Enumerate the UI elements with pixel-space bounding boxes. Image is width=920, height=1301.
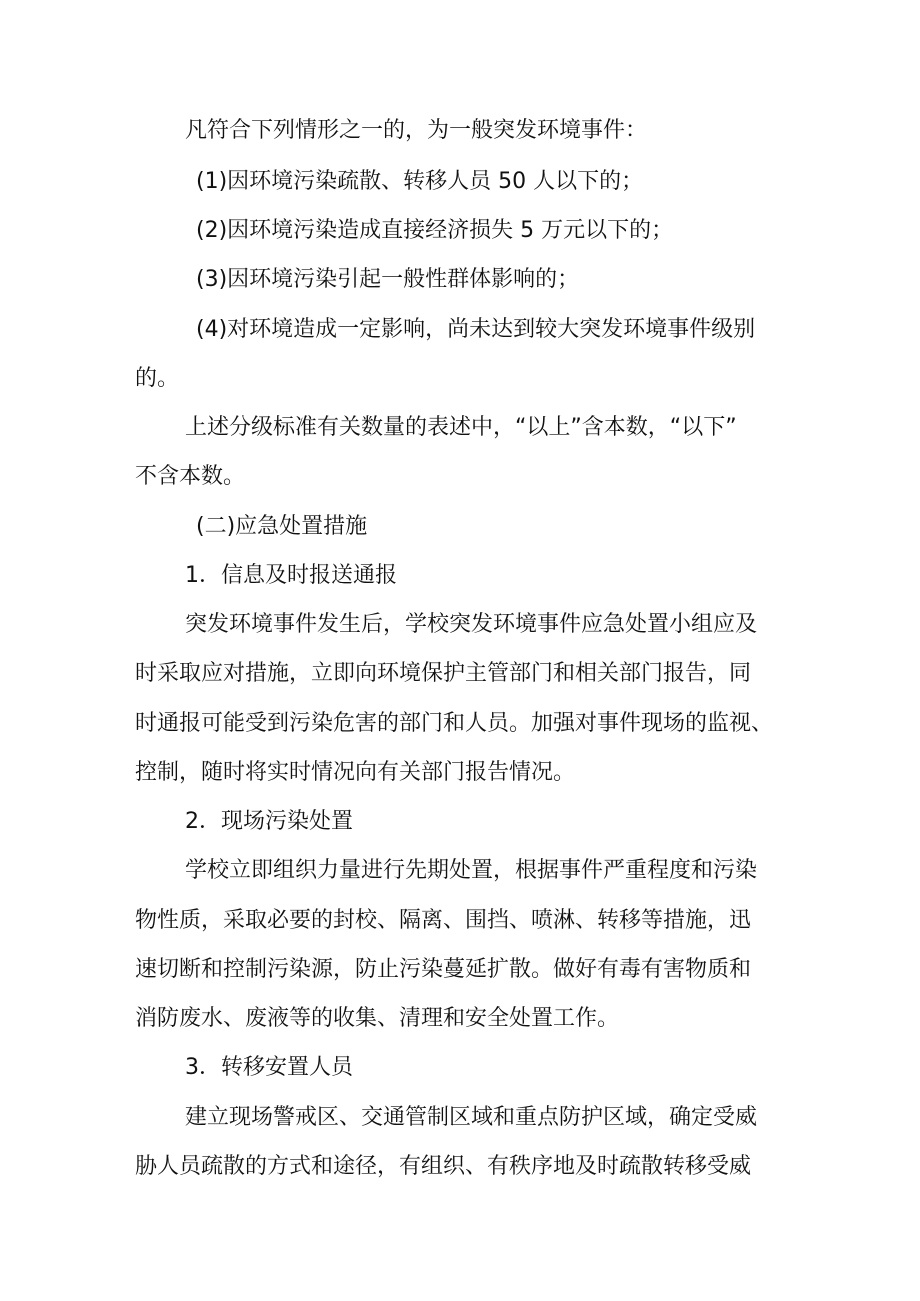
subsection-3-heading: 3．转移安置人员 <box>185 1055 353 1080</box>
criterion-3: (3)因环境污染引起一般性群体影响的； <box>196 267 580 292</box>
paragraph-1-line-4: 控制，随时将实时情况向有关部门报告情况。 <box>135 760 576 785</box>
section-heading: (二)应急处置措施 <box>196 514 368 539</box>
paragraph-3-line-1: 建立现场警戒区、交通管制区域和重点防护区域，确定受威 <box>185 1105 758 1130</box>
criterion-1: (1)因环境污染疏散、转移人员 50 人以下的； <box>196 169 644 194</box>
paragraph-2-line-2: 物性质，采取必要的封校、隔离、围挡、喷淋、转移等措施，迅 <box>135 908 752 933</box>
paragraph-1-line-1: 突发环境事件发生后，学校突发环境事件应急处置小组应及 <box>185 612 758 637</box>
paragraph-2-line-1: 学校立即组织力量进行先期处置，根据事件严重程度和污染 <box>185 858 758 883</box>
note-line-continued: 不含本数。 <box>135 464 246 489</box>
intro-line: 凡符合下列情形之一的，为一般突发环境事件： <box>185 118 648 143</box>
paragraph-2-line-3: 速切断和控制污染源，防止污染蔓延扩散。做好有毒有害物质和 <box>135 957 752 982</box>
criterion-4-continued: 的。 <box>135 366 180 391</box>
subsection-2-heading: 2．现场污染处置 <box>185 809 353 834</box>
note-line: 上述分级标准有关数量的表述中，“以上”含本数，“以下” <box>185 415 737 440</box>
paragraph-1-line-2: 时采取应对措施，立即向环境保护主管部门和相关部门报告，同 <box>135 661 752 686</box>
subsection-1-heading: 1．信息及时报送通报 <box>185 563 397 588</box>
criterion-4: (4)对环境造成一定影响，尚未达到较大突发环境事件级别 <box>196 317 756 342</box>
paragraph-2-line-4: 消防废水、废液等的收集、清理和安全处置工作。 <box>135 1006 620 1031</box>
paragraph-1-line-3: 时通报可能受到污染危害的部门和人员。加强对事件现场的监视、 <box>135 711 774 736</box>
paragraph-3-line-2: 胁人员疏散的方式和途径，有组织、有秩序地及时疏散转移受威 <box>135 1154 752 1179</box>
criterion-2: (2)因环境污染造成直接经济损失 5 万元以下的； <box>196 218 674 243</box>
